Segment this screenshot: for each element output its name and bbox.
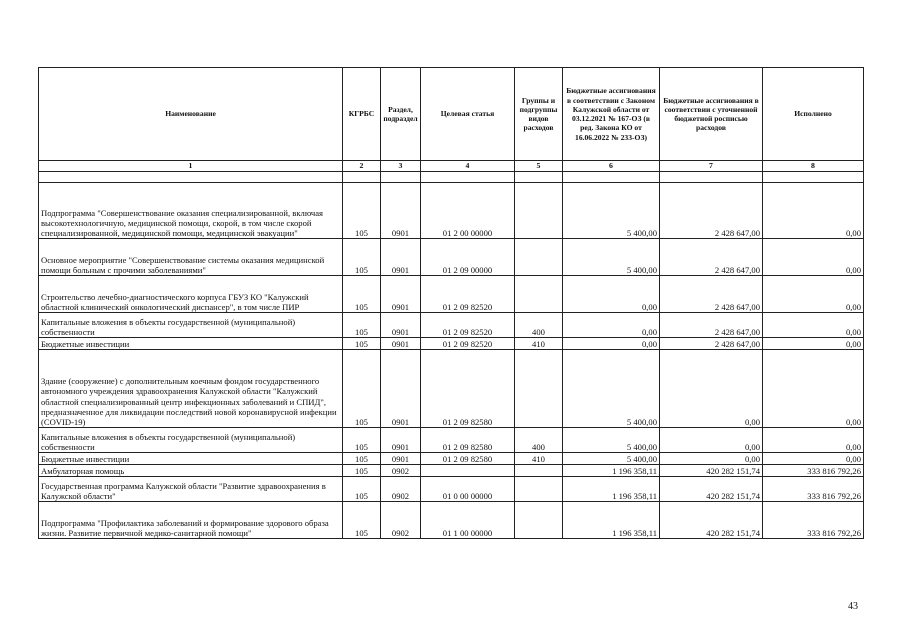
row-utoch: 2 428 647,00 xyxy=(660,313,763,338)
row-ispolneno: 0,00 xyxy=(763,428,864,453)
row-kgrbs: 105 xyxy=(343,502,381,539)
row-assign: 5 400,00 xyxy=(563,239,660,276)
row-ispolneno: 0,00 xyxy=(763,183,864,239)
row-celevaya xyxy=(421,465,515,477)
row-kgrbs: 105 xyxy=(343,313,381,338)
row-utoch: 0,00 xyxy=(660,453,763,465)
row-name: Строительство лечебно-диагностического корпуса ГБУЗ КО "Калужский областной клинический онкологический диспансер", в том числе ПИР xyxy=(39,276,343,313)
column-number: 7 xyxy=(660,161,763,172)
row-razdel: 0902 xyxy=(381,465,421,477)
row-kgrbs: 105 xyxy=(343,183,381,239)
row-razdel: 0901 xyxy=(381,183,421,239)
header-razdel: Раздел, подраздел xyxy=(381,68,421,161)
table-row xyxy=(39,313,864,338)
row-name: Здание (сооружение) с дополнительным коечным фондом государственного автономного учреждения здравоохранения Калужской области "Калужский областной специализированный центр инфекционных заболеваний и СПИД", предназначенное для ликвидации последствий новой коронавирусной инфекции (COVID-19) xyxy=(39,350,343,428)
row-ispolneno: 0,00 xyxy=(763,239,864,276)
row-vid: 400 xyxy=(515,313,563,338)
page-number: 43 xyxy=(848,601,858,612)
row-ispolneno: 0,00 xyxy=(763,453,864,465)
row-vid xyxy=(515,172,563,183)
row-vid xyxy=(515,350,563,428)
row-utoch: 2 428 647,00 xyxy=(660,338,763,350)
row-vid xyxy=(515,465,563,477)
row-celevaya: 01 2 09 82580 xyxy=(421,428,515,453)
row-celevaya: 01 2 09 82520 xyxy=(421,276,515,313)
row-name: Бюджетные инвестиции xyxy=(39,453,343,465)
header-vid: Группы и подгруппы видов расходов xyxy=(515,68,563,161)
row-vid: 400 xyxy=(515,428,563,453)
table-row xyxy=(39,239,864,276)
row-ispolneno: 0,00 xyxy=(763,313,864,338)
header-assign: Бюджетные ассигнования в соответствии с Законом Калужской области от 03.12.2021 № 167-ОЗ (в ред. Закона КО от 16.06.2022 № 233-ОЗ) xyxy=(563,68,660,161)
row-utoch: 0,00 xyxy=(660,350,763,428)
column-number: 3 xyxy=(381,161,421,172)
row-celevaya: 01 2 00 00000 xyxy=(421,183,515,239)
table-row xyxy=(39,350,864,428)
table-row xyxy=(39,465,864,477)
row-assign: 0,00 xyxy=(563,338,660,350)
column-number: 2 xyxy=(343,161,381,172)
row-razdel: 0901 xyxy=(381,239,421,276)
row-assign: 5 400,00 xyxy=(563,350,660,428)
row-celevaya: 01 2 09 82580 xyxy=(421,453,515,465)
row-name: Государственная программа Калужской области "Развитие здравоохранения в Калужской области" xyxy=(39,477,343,502)
header-kgrbs: КГРБС xyxy=(343,68,381,161)
row-razdel: 0902 xyxy=(381,502,421,539)
row-razdel: 0901 xyxy=(381,338,421,350)
row-name: Подпрограмма "Профилактика заболеваний и формирование здорового образа жизни. Развитие первичной медико-санитарной помощи" xyxy=(39,502,343,539)
column-number-row xyxy=(39,161,864,172)
row-vid xyxy=(515,183,563,239)
column-number: 8 xyxy=(763,161,864,172)
row-kgrbs: 105 xyxy=(343,453,381,465)
row-assign: 1 196 358,11 xyxy=(563,465,660,477)
table-row xyxy=(39,428,864,453)
row-razdel: 0901 xyxy=(381,350,421,428)
row-assign: 5 400,00 xyxy=(563,453,660,465)
row-razdel: 0901 xyxy=(381,453,421,465)
column-number: 4 xyxy=(421,161,515,172)
row-name: Подпрограмма "Совершенствование оказания специализированной, включая высокотехнологичную, медицинской помощи, скорой, в том числе скорой специализированной, медицинской помощи, медицинской эвакуации" xyxy=(39,183,343,239)
row-utoch: 0,00 xyxy=(660,428,763,453)
row-celevaya xyxy=(421,172,515,183)
header-row xyxy=(39,68,864,161)
column-number: 1 xyxy=(39,161,343,172)
row-kgrbs: 105 xyxy=(343,338,381,350)
row-kgrbs: 105 xyxy=(343,428,381,453)
row-ispolneno xyxy=(763,172,864,183)
row-utoch: 420 282 151,74 xyxy=(660,477,763,502)
row-kgrbs: 105 xyxy=(343,276,381,313)
row-utoch: 2 428 647,00 xyxy=(660,239,763,276)
column-number: 5 xyxy=(515,161,563,172)
header-ispolneno: Исполнено xyxy=(763,68,864,161)
row-kgrbs: 105 xyxy=(343,350,381,428)
row-name: Капитальные вложения в объекты государственной (муниципальной) собственности xyxy=(39,313,343,338)
row-vid: 410 xyxy=(515,338,563,350)
row-celevaya: 01 2 09 00000 xyxy=(421,239,515,276)
row-assign: 1 196 358,11 xyxy=(563,502,660,539)
row-utoch xyxy=(660,172,763,183)
row-ispolneno: 0,00 xyxy=(763,338,864,350)
row-assign: 0,00 xyxy=(563,276,660,313)
row-razdel: 0901 xyxy=(381,276,421,313)
row-razdel: 0901 xyxy=(381,428,421,453)
row-utoch: 2 428 647,00 xyxy=(660,276,763,313)
row-kgrbs: 105 xyxy=(343,477,381,502)
row-assign: 0,00 xyxy=(563,313,660,338)
row-vid xyxy=(515,239,563,276)
table-row xyxy=(39,453,864,465)
row-name: Амбулаторная помощь xyxy=(39,465,343,477)
row-kgrbs: 105 xyxy=(343,465,381,477)
table-row xyxy=(39,477,864,502)
row-celevaya: 01 2 09 82520 xyxy=(421,313,515,338)
column-number: 6 xyxy=(563,161,660,172)
row-utoch: 2 428 647,00 xyxy=(660,183,763,239)
row-celevaya: 01 2 09 82580 xyxy=(421,350,515,428)
row-vid xyxy=(515,477,563,502)
row-razdel: 0901 xyxy=(381,313,421,338)
row-utoch: 420 282 151,74 xyxy=(660,502,763,539)
row-razdel xyxy=(381,172,421,183)
row-celevaya: 01 1 00 00000 xyxy=(421,502,515,539)
row-ispolneno: 0,00 xyxy=(763,350,864,428)
table-row xyxy=(39,502,864,539)
budget-table xyxy=(38,67,864,539)
row-name: Капитальные вложения в объекты государственной (муниципальной) собственности xyxy=(39,428,343,453)
row-assign: 5 400,00 xyxy=(563,428,660,453)
header-name: Наименование xyxy=(39,68,343,161)
row-name: Бюджетные инвестиции xyxy=(39,338,343,350)
header-utoch: Бюджетные ассигнования в соответствии с уточненной бюджетной росписью расходов xyxy=(660,68,763,161)
row-ispolneno: 0,00 xyxy=(763,276,864,313)
row-assign: 1 196 358,11 xyxy=(563,477,660,502)
table-row xyxy=(39,172,864,183)
row-vid xyxy=(515,502,563,539)
row-vid xyxy=(515,276,563,313)
row-celevaya: 01 0 00 00000 xyxy=(421,477,515,502)
row-kgrbs: 105 xyxy=(343,239,381,276)
row-name xyxy=(39,172,343,183)
row-kgrbs xyxy=(343,172,381,183)
table-row xyxy=(39,276,864,313)
row-razdel: 0902 xyxy=(381,477,421,502)
row-vid: 410 xyxy=(515,453,563,465)
table-row xyxy=(39,338,864,350)
header-celevaya: Целевая статья xyxy=(421,68,515,161)
row-ispolneno: 333 816 792,26 xyxy=(763,477,864,502)
row-assign: 5 400,00 xyxy=(563,183,660,239)
row-assign xyxy=(563,172,660,183)
row-name: Основное мероприятие "Совершенствование системы оказания медицинской помощи больным с прочими заболеваниями" xyxy=(39,239,343,276)
row-utoch: 420 282 151,74 xyxy=(660,465,763,477)
table-row xyxy=(39,183,864,239)
row-celevaya: 01 2 09 82520 xyxy=(421,338,515,350)
row-ispolneno: 333 816 792,26 xyxy=(763,465,864,477)
row-ispolneno: 333 816 792,26 xyxy=(763,502,864,539)
